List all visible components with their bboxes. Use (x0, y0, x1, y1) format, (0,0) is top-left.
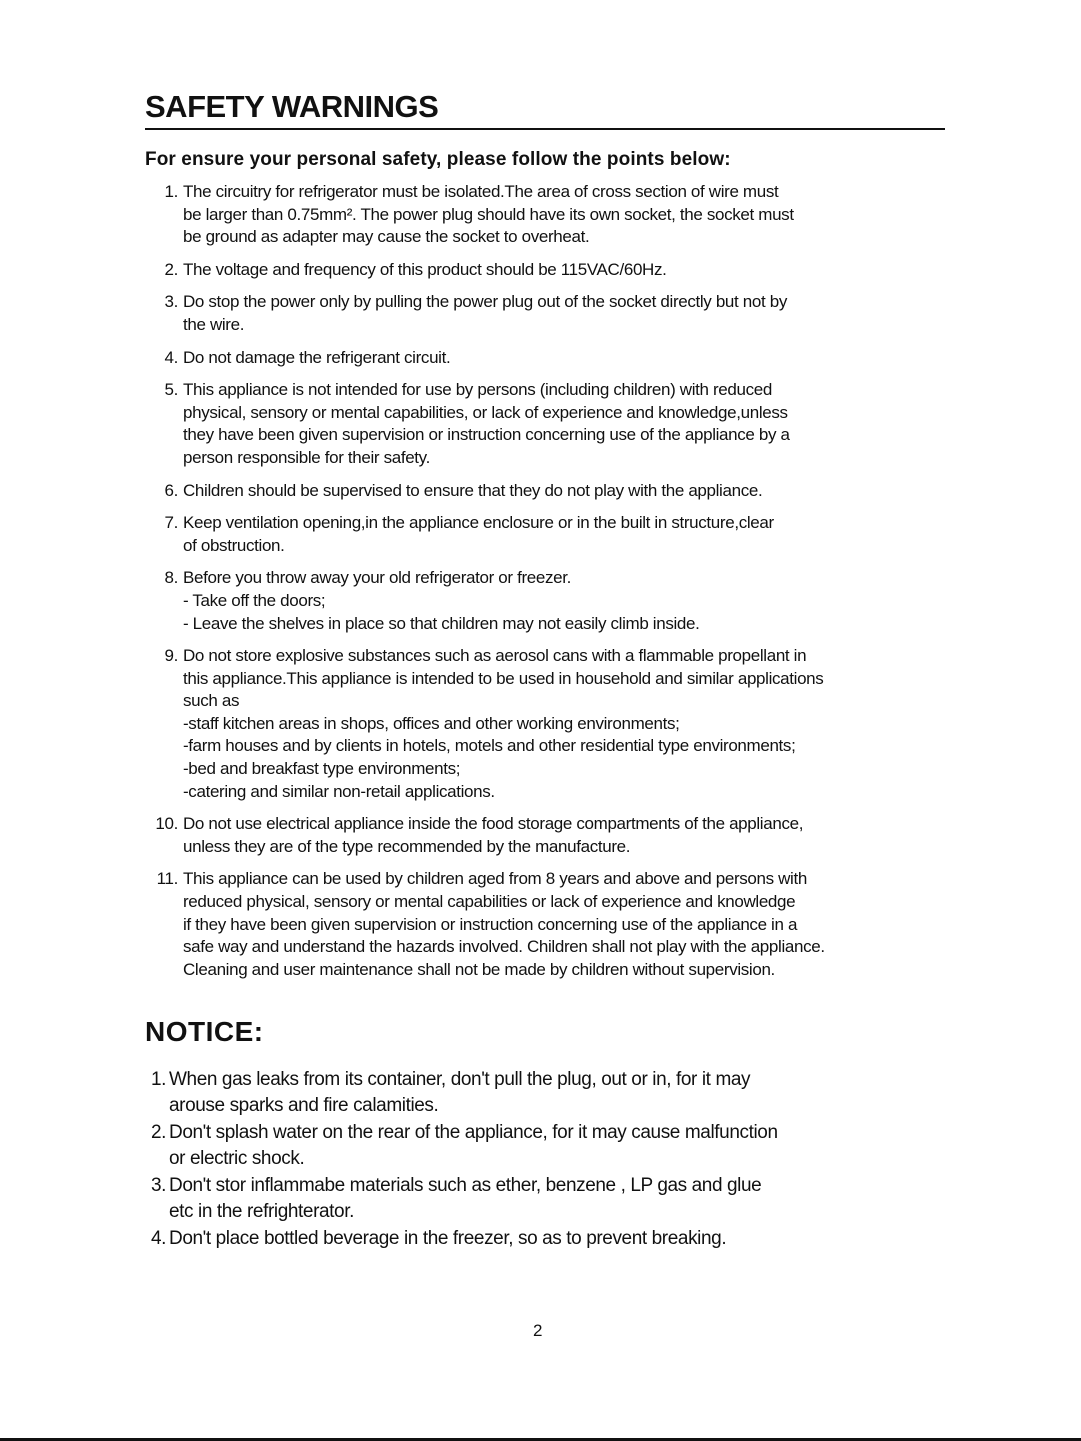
item-number: 7. (164, 513, 178, 533)
item-line: etc in the refrighterator. (169, 1200, 354, 1222)
item-line: be ground as adapter may cause the socket to overheat. (183, 227, 590, 247)
item-line: Do not store explosive substances such as aerosol cans with a flammable propellant in (183, 646, 807, 666)
item-line: The circuitry for refrigerator must be isolated.The area of cross section of wire must (183, 182, 779, 201)
item-text (183, 347, 960, 370)
warning-item (140, 379, 960, 469)
item-line: of obstruction. (183, 535, 285, 555)
page-number: 2 (533, 1321, 543, 1340)
warning-item (140, 259, 960, 282)
item-number: 4. (164, 347, 178, 367)
notice-item (138, 1120, 958, 1171)
warning-item (140, 567, 960, 635)
item-text (183, 259, 960, 282)
item-text (169, 1120, 958, 1171)
item-text (183, 512, 960, 557)
title-underline (145, 128, 945, 130)
item-line: Don't stor inflammabe materials such as ether, benzene , LP gas and glue (169, 1175, 762, 1196)
item-text (183, 379, 960, 469)
item-line: Children should be supervised to ensure that they do not play with the appliance. (183, 480, 763, 500)
notice-heading: NOTICE: (145, 1016, 264, 1047)
warning-item (140, 480, 960, 503)
item-line: arouse sparks and fire calamities. (169, 1094, 439, 1116)
item-line: This appliance is not intended for use by persons (including children) with reduced (183, 380, 772, 400)
item-number: 9. (164, 646, 178, 666)
notice-list (138, 1067, 958, 1252)
item-number: 1. (164, 182, 178, 201)
notice-item (138, 1173, 958, 1224)
notice-item (138, 1226, 958, 1252)
item-line: Do not damage the refrigerant circuit. (183, 347, 451, 367)
item-line: safe way and understand the hazards involved. Children shall not play with the appliance. (183, 937, 825, 957)
item-text (183, 480, 960, 503)
item-line: person responsible for their safety. (183, 447, 430, 467)
item-line: Cleaning and user maintenance shall not be made by children without supervision. (183, 959, 775, 979)
warning-item (140, 868, 960, 981)
item-line: -staff kitchen areas in shops, offices and other working environments; (183, 713, 680, 733)
warning-item (140, 181, 960, 249)
item-text (183, 181, 960, 249)
item-line: reduced physical, sensory or mental capabilities or lack of experience and knowledge (183, 892, 796, 912)
item-line: - Take off the doors; (183, 590, 326, 610)
item-number: 3. (150, 1175, 166, 1196)
item-line: physical, sensory or mental capabilities, or lack of experience and knowledge,unless (183, 402, 788, 422)
item-line: Don't place bottled beverage in the freezer, so as to prevent breaking. (169, 1228, 727, 1249)
item-number: 10. (155, 814, 178, 834)
item-number: 3. (164, 292, 178, 312)
item-line: This appliance can be used by children aged from 8 years and above and persons with (183, 869, 807, 889)
item-text (183, 813, 960, 858)
item-line: they have been given supervision or instruction concerning use of the appliance by a (183, 425, 790, 445)
item-line: if they have been given supervision or instruction concerning use of the appliance in a (183, 914, 798, 934)
item-line: -catering and similar non-retail applications. (183, 781, 495, 801)
warning-item (140, 645, 960, 803)
intro-text: For ensure your personal safety, please follow the points below: (145, 149, 731, 170)
item-line: the wire. (183, 314, 245, 334)
item-line: Do not use electrical appliance inside the food storage compartments of the appliance, (183, 814, 804, 834)
item-number: 6. (164, 480, 178, 500)
item-line: Keep ventilation opening,in the appliance enclosure or in the built in structure,clear (183, 513, 774, 533)
item-number: 5. (164, 380, 178, 400)
item-text (183, 645, 960, 803)
item-number: 1. (150, 1069, 166, 1090)
item-line: Do stop the power only by pulling the power plug out of the socket directly but not by (183, 292, 787, 312)
item-number: 11. (156, 869, 178, 889)
item-line: be larger than 0.75mm². The power plug should have its own socket, the socket must (183, 204, 794, 224)
item-text (169, 1067, 958, 1118)
item-number: 2. (150, 1122, 166, 1143)
item-text (183, 291, 960, 336)
item-line: -farm houses and by clients in hotels, motels and other residential type environments; (183, 736, 796, 756)
warning-item (140, 291, 960, 336)
safety-warnings-list (140, 181, 960, 981)
item-number: 8. (164, 568, 178, 588)
item-line: such as (183, 691, 240, 711)
item-line: Don't splash water on the rear of the appliance, for it may cause malfunction (169, 1122, 778, 1143)
title-block (145, 88, 945, 130)
item-line: The voltage and frequency of this product should be 115VAC/60Hz. (183, 259, 667, 279)
item-line: When gas leaks from its container, don't pull the plug, out or in, for it may (169, 1069, 751, 1090)
item-text (169, 1226, 958, 1252)
item-line: unless they are of the type recommended by the manufacture. (183, 836, 631, 856)
item-line: this appliance.This appliance is intended to be used in household and similar applications (183, 668, 824, 688)
warning-item (140, 813, 960, 858)
item-line: -bed and breakfast type environments; (183, 759, 461, 779)
item-line: Before you throw away your old refrigerator or freezer. (183, 568, 571, 588)
warning-item (140, 347, 960, 370)
item-line: - Leave the shelves in place so that children may not easily climb inside. (183, 613, 700, 633)
item-number: 2. (164, 259, 178, 279)
warning-item (140, 512, 960, 557)
page-title: SAFETY WARNINGS (145, 89, 439, 124)
item-text (183, 868, 960, 981)
notice-item (138, 1067, 958, 1118)
item-number: 4. (150, 1228, 166, 1249)
item-text (169, 1173, 958, 1224)
item-text (183, 567, 960, 635)
item-line: or electric shock. (169, 1147, 305, 1169)
